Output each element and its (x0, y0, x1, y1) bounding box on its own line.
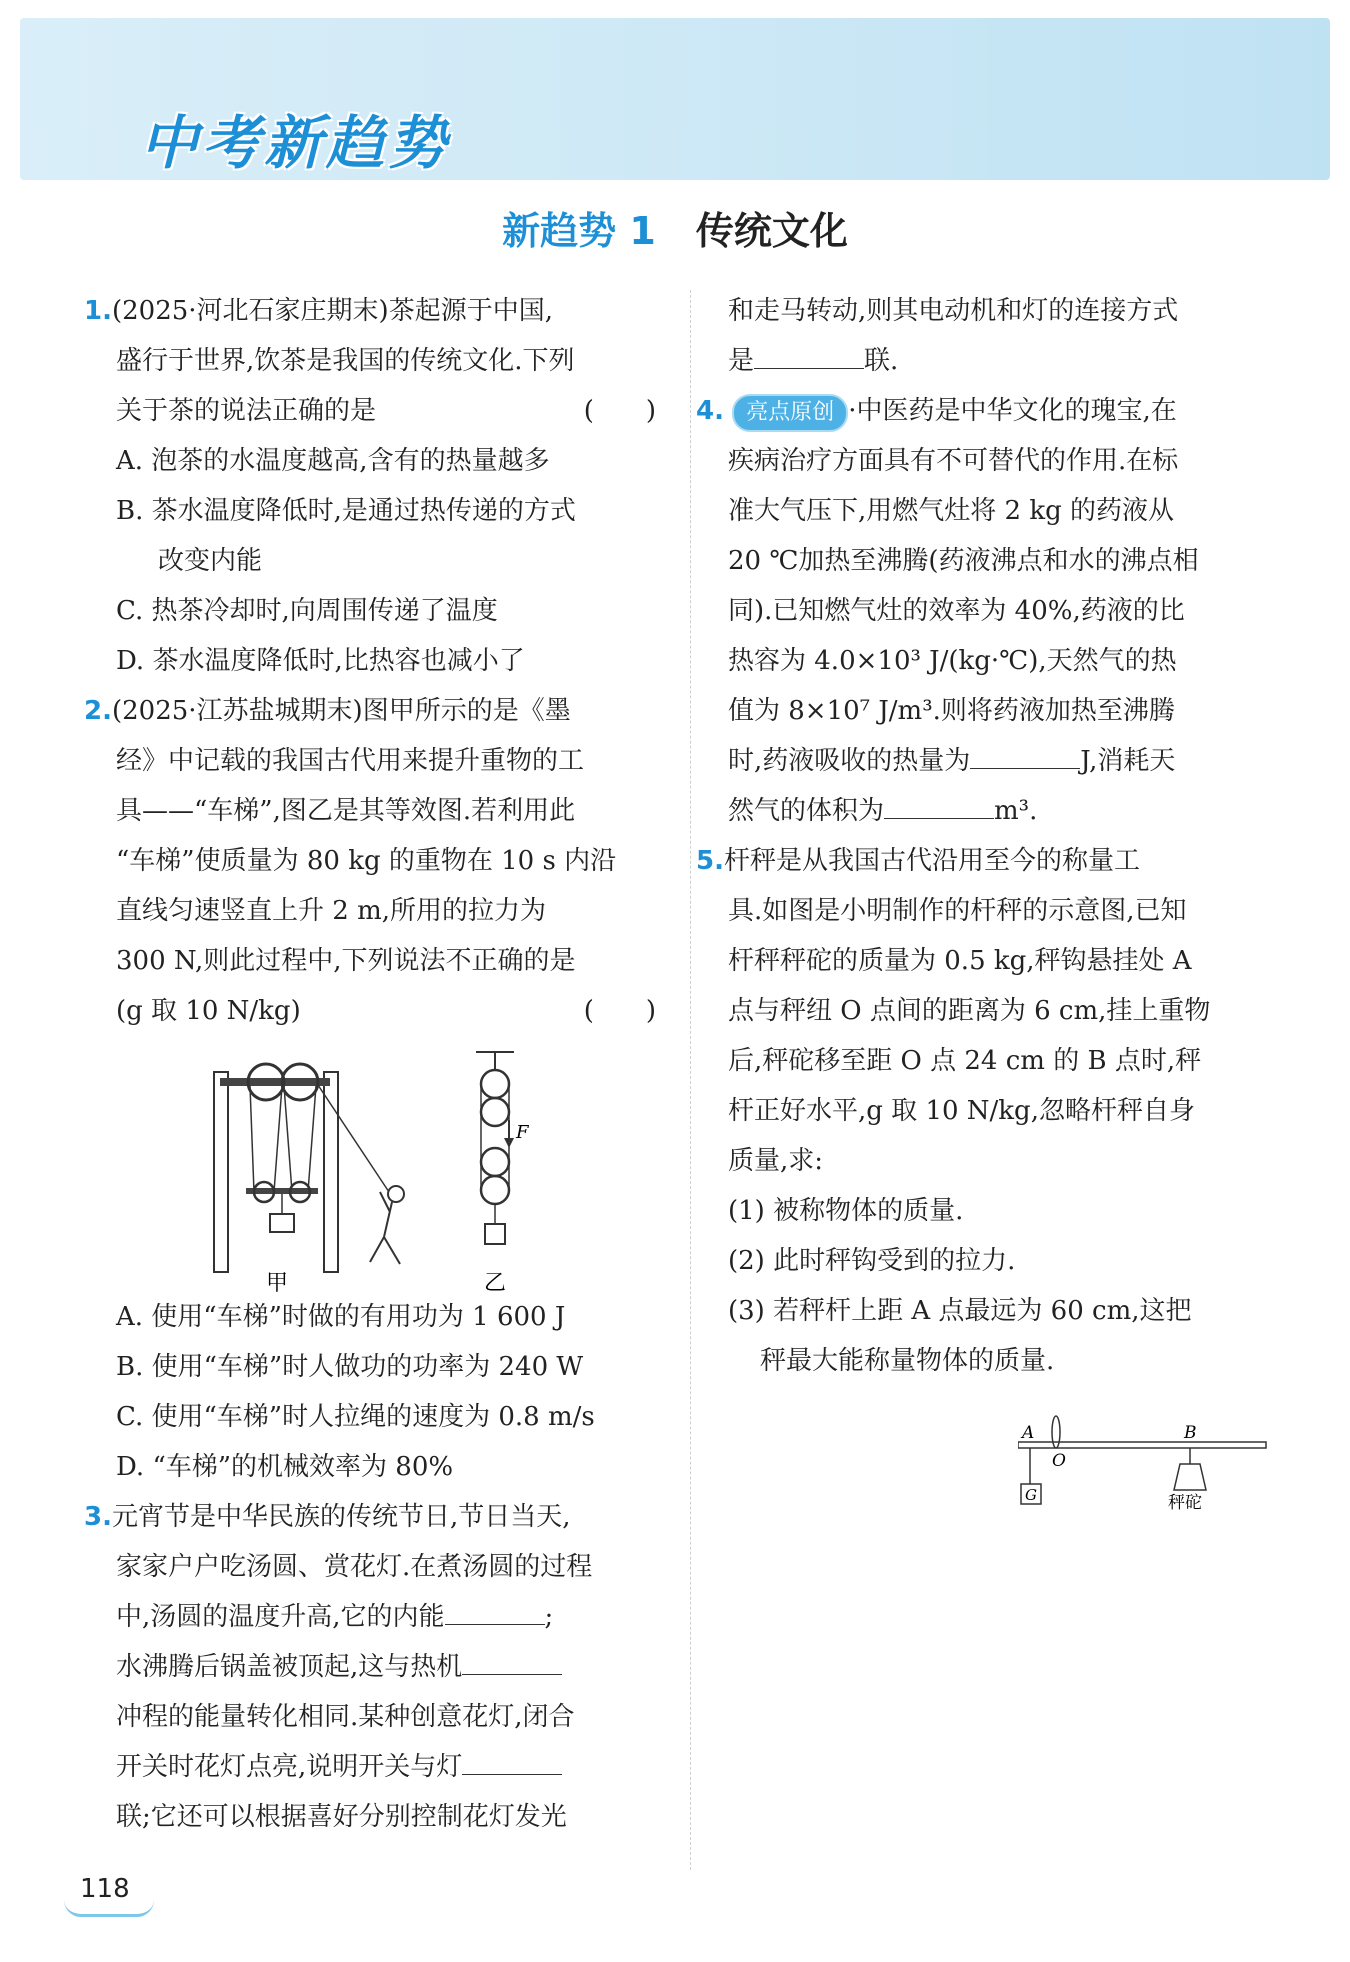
question-5 (696, 836, 1284, 1512)
question-text: 水沸腾后锅盖被顶起,这与热机 (116, 1652, 463, 1682)
label-o: O (1052, 1451, 1066, 1471)
sub-question-1: (1) 被称物体的质量. (728, 1196, 964, 1226)
steelyard-knob (1052, 1416, 1060, 1448)
weight-box-b (485, 1224, 505, 1244)
question-text: 直线匀速竖直上升 2 m,所用的拉力为 (116, 896, 546, 926)
movable-pulley-bottom (481, 1176, 509, 1204)
banner-title: 中考新趋势 (140, 109, 451, 177)
pulley-figure (174, 1042, 594, 1292)
answer-paren: ( ) (583, 396, 656, 426)
answer-blank[interactable] (884, 788, 994, 819)
question-text: 联. (864, 346, 899, 376)
frame-post-right (324, 1072, 338, 1272)
question-text: 开关时花灯点亮,说明开关与灯 (116, 1752, 463, 1782)
sub-question-2: (2) 此时秤钩受到的拉力. (728, 1246, 1016, 1276)
fixed-pulley-second (481, 1098, 509, 1126)
question-text: 同).已知燃气灶的效率为 40%,药液的比 (728, 596, 1185, 626)
question-text: 具——“车梯”,图乙是其等效图.若利用此 (116, 796, 576, 826)
question-text: 杆秤是从我国古代沿用至今的称量工 (723, 846, 1140, 876)
option-a: A. 泡茶的水温度越高,含有的热量越多 (116, 446, 550, 476)
question-text: 具.如图是小明制作的杆秤的示意图,已知 (728, 896, 1187, 926)
section-number: 新趋势 1 (502, 209, 656, 253)
question-text: 然气的体积为 (728, 796, 885, 826)
question-text: 关于茶的说法正确的是 (116, 396, 377, 426)
sub-question-3-cont: 秤最大能称量物体的质量. (760, 1346, 1055, 1376)
force-label: F (516, 1122, 529, 1143)
question-number: 3. (84, 1502, 112, 1532)
question-text: 值为 8×10⁷ J/m³.则将药液加热至沸腾 (728, 696, 1175, 726)
question-text: J,消耗天 (1080, 746, 1176, 776)
question-3 (84, 1492, 664, 1842)
option-c: C. 使用“车梯”时人拉绳的速度为 0.8 m/s (116, 1402, 595, 1432)
figure-label-b: 乙 (484, 1271, 507, 1292)
question-text: (g 取 10 N/kg) (116, 996, 301, 1026)
question-text: 和走马转动,则其电动机和灯的连接方式 (728, 296, 1179, 326)
question-text: ; (544, 1602, 554, 1632)
answer-blank[interactable] (445, 1594, 545, 1625)
figure-label-a: 甲 (266, 1271, 289, 1292)
left-column (84, 286, 664, 1842)
page-number-decoration (64, 1900, 154, 1917)
person-head (388, 1186, 404, 1202)
frame-post-left (214, 1072, 228, 1272)
question-text: 盛行于世界,饮茶是我国的传统文化.下列 (116, 346, 575, 376)
question-number: 4. (696, 396, 724, 426)
question-text: “车梯”使质量为 80 kg 的重物在 10 s 内沿 (116, 846, 617, 876)
option-d: D. “车梯”的机械效率为 80% (116, 1452, 454, 1482)
frame-beam (220, 1078, 330, 1086)
question-text: m³. (994, 796, 1038, 826)
steelyard-figure (1018, 1402, 1268, 1512)
weight-box (270, 1214, 294, 1232)
question-text: (2025·江苏盐城期末)图甲所示的是《墨 (111, 696, 571, 726)
column-divider (690, 290, 691, 1870)
fixed-pulley-top (481, 1070, 509, 1098)
question-text: 准大气压下,用燃气灶将 2 kg 的药液从 (728, 496, 1174, 526)
label-b: B (1184, 1423, 1197, 1443)
answer-blank[interactable] (754, 338, 864, 369)
option-b-cont: 改变内能 (158, 546, 263, 576)
answer-paren: ( ) (583, 996, 656, 1026)
question-text: 质量,求: (728, 1146, 824, 1176)
question-text: 后,秤砣移至距 O 点 24 cm 的 B 点时,秤 (728, 1046, 1202, 1076)
option-b: B. 茶水温度降低时,是通过热传递的方式 (116, 496, 576, 526)
question-number: 1. (84, 296, 112, 326)
option-c: C. 热茶冷却时,向周围传递了温度 (116, 596, 498, 626)
question-text: 杆秤秤砣的质量为 0.5 kg,秤钩悬挂处 A (728, 946, 1192, 976)
question-text: 经》中记载的我国古代用来提升重物的工 (116, 746, 585, 776)
question-text: 热容为 4.0×10³ J/(kg·℃),天然气的热 (728, 646, 1177, 676)
question-text: 点与秤纽 O 点间的距离为 6 cm,挂上重物 (728, 996, 1211, 1026)
question-text: 300 N,则此过程中,下列说法不正确的是 (116, 946, 576, 976)
label-g: G (1025, 1486, 1037, 1504)
answer-blank[interactable] (970, 738, 1080, 769)
label-counterweight: 秤砣 (1168, 1493, 1202, 1512)
option-b: B. 使用“车梯”时人做功的功率为 240 W (116, 1352, 584, 1382)
question-text: 家家户户吃汤圆、赏花灯.在煮汤圆的过程 (116, 1552, 593, 1582)
question-4: 4. 亮点原创 ·中医药是中华文化的瑰宝,在 疾病治疗方面具有不可替代的作用.在标 准大气压下,用燃气灶将 2 kg 的药液从 20 ℃加热至沸腾(药液沸点和水的沸点相 同).已知燃气灶的效率为 40%,药液的比 热容为 4.0×10³ J/(kg·℃),天然气的热 值为 8×10⁷ J/m³.则将药液加热至沸腾 时,药液吸收的热量为 J,消耗天 然气的体积为 m³. (728, 386, 1284, 836)
question-text: 元宵节是中华民族的传统节日,节日当天, (111, 1502, 571, 1532)
question-text: 冲程的能量转化相同.某种创意花灯,闭合 (116, 1702, 575, 1732)
question-3-continued (728, 286, 1284, 386)
question-text: (2025·河北石家庄期末)茶起源于中国, (111, 296, 553, 326)
question-number: 2. (84, 696, 112, 726)
page-number: 118 (80, 1874, 130, 1904)
movable-pulley-top (481, 1148, 509, 1176)
right-column (696, 286, 1284, 1512)
question-text: 中,汤圆的温度升高,它的内能 (116, 1602, 445, 1632)
question-text: 疾病治疗方面具有不可替代的作用.在标 (728, 446, 1179, 476)
question-2 (84, 686, 664, 1492)
label-a: A (1022, 1423, 1035, 1443)
answer-blank[interactable] (462, 1744, 562, 1775)
section-title (0, 200, 1350, 255)
answer-blank[interactable] (462, 1644, 562, 1675)
question-number: 5. (696, 846, 724, 876)
counterweight (1174, 1464, 1206, 1490)
question-text: 联;它还可以根据喜好分别控制花灯发光 (116, 1802, 567, 1832)
question-text: 时,药液吸收的热量为 (728, 746, 971, 776)
question-text: 杆正好水平,g 取 10 N/kg,忽略杆秤自身 (728, 1096, 1195, 1126)
question-text: 中医药是中华文化的瑰宝,在 (856, 396, 1177, 426)
option-a: A. 使用“车梯”时做的有用功为 1 600 J (116, 1302, 566, 1332)
movable-beam (246, 1188, 318, 1194)
original-badge: 亮点原创 (732, 394, 848, 432)
question-text: 是 (728, 346, 755, 376)
question-1 (84, 286, 664, 686)
pull-rope (316, 1082, 389, 1192)
sub-question-3: (3) 若秤杆上距 A 点最远为 60 cm,这把 (728, 1296, 1192, 1326)
section-name: 传统文化 (695, 209, 848, 253)
option-d: D. 茶水温度降低时,比热容也减小了 (116, 646, 525, 676)
question-text: 20 ℃加热至沸腾(药液沸点和水的沸点相 (728, 546, 1199, 576)
